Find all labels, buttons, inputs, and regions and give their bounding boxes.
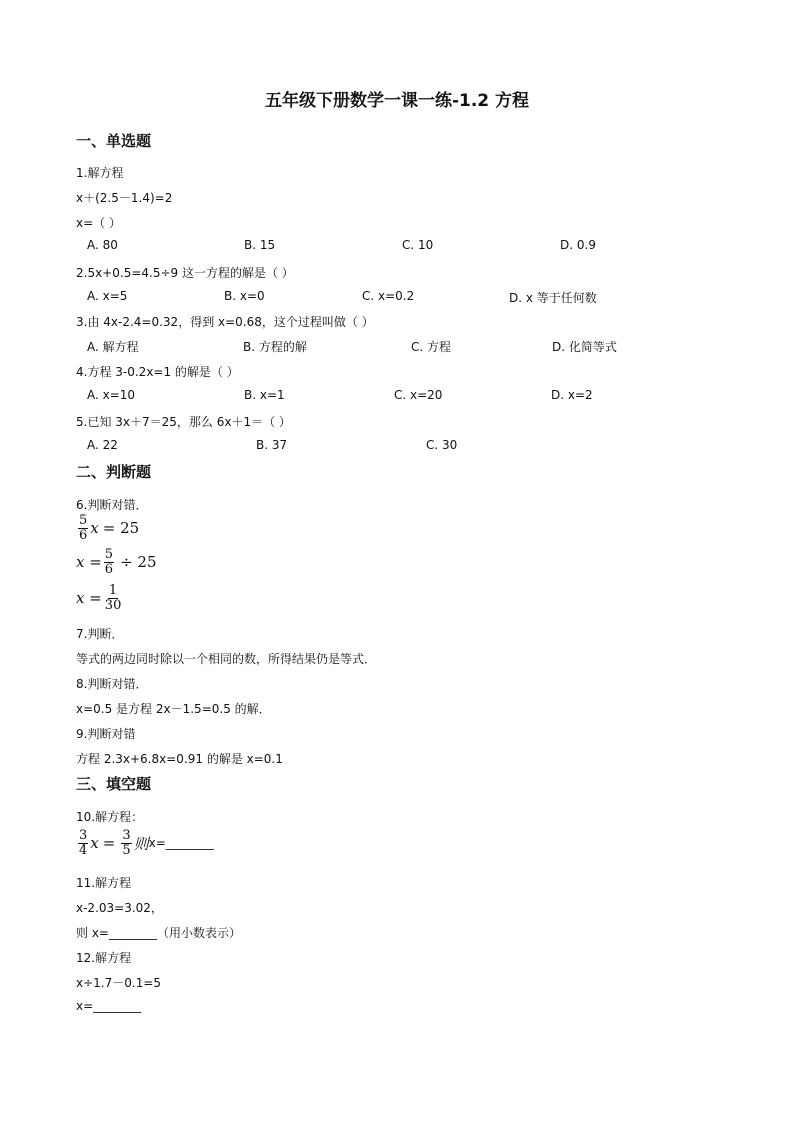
q2-option-c: C. x=0.2	[362, 289, 415, 303]
q10-denominator-1: 4	[79, 842, 88, 858]
q10-variable: x	[90, 834, 99, 853]
q4-option-d: D. x=2	[551, 388, 593, 402]
section-heading-single-choice: 一、单选题	[76, 132, 152, 150]
q4-option-a: A. x=10	[87, 388, 136, 402]
q10-equation	[76, 829, 214, 857]
q12-answer-blank[interactable]: x=________	[76, 999, 142, 1013]
q10-numerator-1: 3	[79, 828, 88, 843]
q11-answer-blank[interactable]: 则 x=________（用小数表示）	[76, 926, 241, 940]
q6-eq2-denominator: 6	[104, 561, 114, 577]
q6-equation-2	[76, 548, 161, 576]
q10-answer-blank[interactable]: x=________	[148, 836, 214, 851]
q6-eq2-lhs: x =	[76, 553, 102, 572]
q7-body: 等式的两边同时除以一个相同的数，所得结果仍是等式．	[76, 652, 377, 666]
q9-body: 方程 2.3x+6.8x=0.91 的解是 x=0.1	[76, 752, 283, 766]
q3-option-a: A. 解方程	[87, 340, 139, 354]
q3-stem: 3.由 4x-2.4=0.32，得到 x=0.68，这个过程叫做（ ）	[76, 315, 374, 329]
q3-option-c: C. 方程	[411, 340, 452, 354]
q10-stem: 10.解方程：	[76, 810, 144, 824]
q6-eq2-fraction	[104, 548, 114, 576]
q1-option-c: C. 10	[402, 238, 434, 252]
q7-stem: 7.判断．	[76, 627, 124, 641]
q6-eq3-denominator: 30	[104, 597, 122, 613]
q10-fraction-1	[78, 829, 88, 857]
q6-eq1-variable: x	[90, 519, 99, 538]
q10-denominator-2: 5	[122, 842, 131, 858]
q2-option-b: B. x=0	[224, 289, 265, 303]
q2-stem: 2.5x+0.5=4.5÷9 这一方程的解是（ ）	[76, 266, 294, 280]
q6-eq3-numerator: 1	[108, 583, 118, 598]
q10-equals: =	[102, 834, 116, 853]
q2-option-d: D. x 等于任何数	[509, 291, 597, 305]
q1-option-d: D. 0.9	[560, 238, 596, 252]
q11-equation: x-2.03=3.02，	[76, 901, 163, 915]
section-heading-true-false: 二、判断题	[76, 463, 152, 481]
q8-stem: 8.判断对错．	[76, 677, 148, 691]
q6-equation-3	[76, 584, 124, 612]
section-heading-fill-in: 三、填空题	[76, 775, 152, 793]
q5-option-b: B. 37	[256, 438, 288, 452]
q4-stem: 4.方程 3-0.2x=1 的解是（ ）	[76, 365, 239, 379]
q6-eq3-lhs: x =	[76, 589, 102, 608]
q1-option-a: A. 80	[87, 238, 118, 252]
q12-stem: 12.解方程	[76, 951, 132, 965]
q10-word: 则	[133, 834, 149, 853]
q6-eq2-rhs: ÷ 25	[120, 553, 157, 572]
q6-eq1-fraction	[78, 514, 88, 542]
q6-eq1-numerator: 5	[79, 513, 88, 528]
q4-option-b: B. x=1	[244, 388, 285, 402]
q6-eq1-denominator: 6	[79, 527, 88, 543]
q6-eq3-fraction	[104, 584, 123, 612]
q1-equation: x＋(2.5－1.4)=2	[76, 191, 173, 205]
q5-option-a: A. 22	[87, 438, 118, 452]
page-title: 五年级下册数学一课一练-1.2 方程	[264, 91, 530, 111]
q5-option-c: C. 30	[426, 438, 458, 452]
q10-numerator-2: 3	[122, 828, 131, 843]
q1-answer-prompt: x=（ ）	[76, 216, 121, 230]
q11-stem: 11.解方程	[76, 876, 132, 890]
q12-equation: x÷1.7－0.1=5	[76, 976, 162, 990]
q6-stem: 6.判断对错．	[76, 498, 148, 512]
q3-option-b: B. 方程的解	[243, 340, 307, 354]
q1-stem: 1.解方程	[76, 166, 124, 180]
q10-fraction-2	[121, 829, 131, 857]
q4-option-c: C. x=20	[394, 388, 443, 402]
q3-option-d: D. 化简等式	[552, 340, 617, 354]
q6-eq2-numerator: 5	[104, 547, 114, 562]
q2-option-a: A. x=5	[87, 289, 128, 303]
q6-eq1-rhs: = 25	[102, 519, 140, 538]
q8-body: x=0.5 是方程 2x－1.5=0.5 的解．	[76, 702, 271, 716]
q5-stem: 5.已知 3x＋7＝25，那么 6x＋1＝（ ）	[76, 415, 291, 429]
q9-stem: 9.判断对错	[76, 727, 136, 741]
q1-option-b: B. 15	[244, 238, 276, 252]
q6-equation-1	[76, 514, 143, 542]
